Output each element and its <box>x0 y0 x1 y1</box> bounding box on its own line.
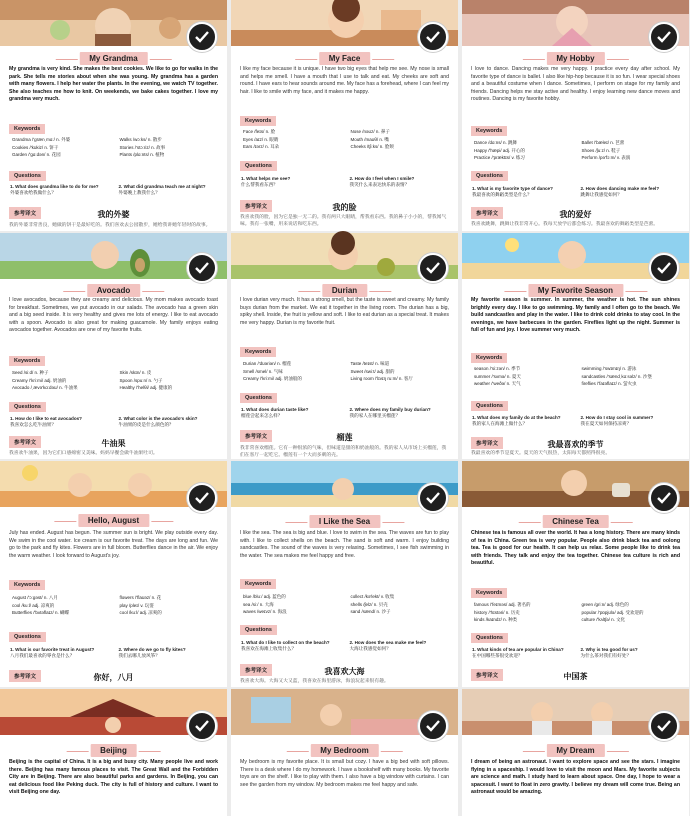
card-title: Beijing <box>90 744 137 757</box>
questions-tag: Questions <box>240 393 277 403</box>
keyword-item: waves /weɪvz/ n. 海浪 <box>243 609 287 614</box>
check-icon[interactable] <box>187 22 217 52</box>
question-item: 2. Where does my family buy durian? 我的家人在哪里买榴莲？ <box>349 407 431 419</box>
keyword-item: Face /feɪs/ n. 脸 <box>243 129 276 134</box>
keyword-item: Ears /ɪərz/ n. 耳朵 <box>243 144 280 149</box>
story-text: Beijing is the capital of China. It is a big and busy city. Many people live and work there. Beijing has many famous places to visit. The Great Wall and the Forbidden City are in Beijing. There are also beautiful parks and gardens. In Beijing, you can eat delicious food like Peking duck. The city is full of history and culture. I want to visit Beijing one day. <box>9 759 218 796</box>
keyword-item: popular /'pɒpjʊlə/ adj. 受欢迎的 <box>581 609 644 615</box>
keywords-list <box>12 370 221 392</box>
keywords-tag: Keywords <box>240 347 276 357</box>
keyword-item: cool /kuːl/ adj. 凉爽的 <box>12 602 55 608</box>
reference-tag: 参考译文 <box>9 207 41 219</box>
keyword-item: season /'siːzən/ n. 季节 <box>474 366 521 371</box>
chinese-text-cut: 我的外婆非常善良，她做的饼干是最好吃的。我们喜欢去公园散步，她给我讲她年轻时的故事。 <box>9 223 211 228</box>
card-my-hobby[interactable] <box>462 0 689 231</box>
keyword-item: collect /kə'lekt/ v. 收集 <box>350 594 395 599</box>
keyword-item: green /griːn/ adj. 绿色的 <box>581 602 629 607</box>
keyword-item: Practice /'præktɪs/ v. 练习 <box>474 155 525 160</box>
keyword-item: Dance /dɑːns/ n. 跳舞 <box>474 140 518 145</box>
check-icon[interactable] <box>187 253 217 283</box>
keyword-item: flowers /'flaʊəz/ n. 花 <box>119 595 162 600</box>
card-my-face[interactable] <box>231 0 458 231</box>
keyword-item: Walks /wɔːks/ n. 散步 <box>119 137 162 142</box>
card-title: My Favorite Season <box>528 284 623 297</box>
keyword-item: Eyes /aɪz/ n. 眼睛 <box>243 136 279 142</box>
keyword-item: blue /bluː/ adj. 蓝色的 <box>243 594 286 599</box>
card-title: My Hobby <box>546 52 604 65</box>
check-icon[interactable] <box>649 711 679 741</box>
card-title: My Face <box>319 52 371 65</box>
card-durian[interactable] <box>231 233 458 459</box>
card-my-bedroom[interactable] <box>231 689 458 816</box>
keyword-item: swimming /'swɪmɪŋ/ n. 游泳 <box>581 366 637 371</box>
question-item: 1. What does grandma like to do for me? 外婆喜欢给我做什么？ <box>10 184 99 196</box>
chinese-title: 我的外婆 <box>97 210 130 219</box>
story-text: I like my face because it is unique. I have two big eyes that help me see. My nose is small and helps me smell. I have a mouth that I use to talk and eat. My cheeks are soft and round. I have ears to hear sounds around me. My face has a forehead, where I can feel my hair. I like to smile with my face, and it makes me happy. <box>240 66 449 95</box>
questions-tag: Questions <box>9 632 46 642</box>
chinese-title: 你好，八月 <box>93 673 134 682</box>
story-text: My bedroom is my favorite place. It is small but cozy. I have a big bed with soft pillows. There is a desk where I do my homework. I have a bookshelf with many books. My favorite toys are on the shelf. I like to play with them. I also have a big window with curtains. I can see the garden from my window. My bedroom makes me feel happy and safe. <box>240 759 449 788</box>
chinese-title: 我喜欢大海 <box>324 667 365 676</box>
keyword-item: Smell /smel/ n. 气味 <box>243 368 283 374</box>
chinese-title: 我的爱好 <box>559 210 592 219</box>
keywords-tag: Keywords <box>9 356 45 366</box>
keywords-tag: Keywords <box>9 124 45 134</box>
keyword-item: Stories /'stɔːriz/ n. 故事 <box>119 144 166 150</box>
check-icon[interactable] <box>649 483 679 513</box>
story-text: My grandma is very kind. She makes the best cookies. We like to go for walks in the park. She tells me stories about when she was young. My grandma has a garden with many flowers. I help her water the plants. In the evening, we watch TV together. She also teaches me how to knit. On weekends, we bake cakes together. I love my grandma very much. <box>9 66 218 103</box>
chinese-text-cut: 我喜欢大海。大海又大又蓝，我喜欢在海里游泳，海浪玩起来很有趣。 <box>240 679 389 684</box>
question-item: 1. What is our favorite treat in August? 八月我们最喜欢的零食是什么？ <box>10 647 95 659</box>
questions-tag: Questions <box>471 171 508 181</box>
chinese-title: 牛油果 <box>101 439 126 448</box>
keyword-item: Cheeks /tʃiːks/ n. 脸颊 <box>350 144 394 149</box>
reference-tag: 参考译文 <box>240 664 272 676</box>
keyword-item: Living room /'lɪvɪŋ ruːm/ n. 客厅 <box>350 376 413 381</box>
card-my-grandma[interactable] <box>0 0 227 231</box>
question-item: 2. What color is the avocado's skin? 牛油果的皮是什么颜色的？ <box>118 416 198 428</box>
reference-tag: 参考译文 <box>471 437 503 449</box>
keyword-item: Mouth /maʊθ/ n. 嘴 <box>350 136 389 142</box>
questions-list <box>472 647 683 660</box>
keyword-item: Avocado /ˌævə'kɑːdəʊ/ n. 牛油果 <box>12 385 78 390</box>
questions-tag: Questions <box>240 625 277 635</box>
card-favorite-season[interactable] <box>462 233 689 459</box>
questions-tag: Questions <box>9 171 46 181</box>
card-title: Avocado <box>87 284 141 297</box>
keyword-item: August /'ɔːgəst/ n. 八月 <box>12 595 58 600</box>
check-icon[interactable] <box>418 22 448 52</box>
keywords-list <box>243 361 452 383</box>
story-text: I like the sea. The sea is big and blue. I love to swim in the sea. The waves are fun to play with. I like to collect shells on the beach. The sand is soft and warm. I enjoy building sandcastles. The sound of the waves is very relaxing. Sometimes, I see fish swimming in the water. The sea makes me feel happy and free. <box>240 530 449 559</box>
chinese-title: 我的脸 <box>332 203 357 212</box>
chinese-text-cut: 我最喜欢的季节是夏天。夏天的天气很热，太阳每天都照得很亮。 <box>471 451 611 456</box>
chinese-title: 中国茶 <box>563 672 588 681</box>
keyword-item: famous /'feɪməs/ adj. 著名的 <box>474 602 531 607</box>
questions-list <box>10 647 221 660</box>
card-title: My Grandma <box>79 52 147 65</box>
questions-tag: Questions <box>240 161 277 171</box>
questions-tag: Questions <box>471 401 508 411</box>
card-avocado[interactable] <box>0 233 227 459</box>
keywords-list <box>243 129 452 151</box>
check-icon[interactable] <box>649 22 679 52</box>
question-item: 1. What does durian taste like? 榴莲尝起来怎么样？ <box>241 407 309 419</box>
questions-list <box>241 640 452 653</box>
keyword-item: summer /'sʌmə/ n. 夏天 <box>474 373 521 379</box>
story-text: I dream of being an astronaut. I want to explore space and see the stars. I imagine flying in a spaceship. I would love to visit the moon and Mars. My favorite subjects are science and math. I study hard to learn about space. One day, I hope to wear a spacesuit. I want to float in zero gravity. I believe my dream will come true. Being an astronaut would be amazing. <box>471 759 680 796</box>
questions-list <box>472 186 683 199</box>
question-item: 2. Why is tea good for us? 为什么茶对我们有好处？ <box>580 647 638 659</box>
keyword-item: Spoon /spuːn/ n. 勺子 <box>119 377 163 383</box>
card-title: I Like the Sea <box>309 515 380 528</box>
keywords-tag: Keywords <box>471 126 507 136</box>
story-text: I love to dance. Dancing makes me very happy. I practice every day after school. My favorite type of dance is ballet. I also like hip-hop because it is so fun. I wear special shoes and a beautiful costume when I dance. Sometimes, I perform on stage for my family and friends. Dancing helps me stay active and healthy. I enjoy learning new dance moves and routines. Dancing is my favorite hobby. <box>471 66 680 103</box>
check-icon[interactable] <box>418 253 448 283</box>
keywords-tag: Keywords <box>471 353 507 363</box>
keyword-item: play /pleɪ/ v. 玩耍 <box>119 602 154 608</box>
keyword-item: Ballet /'bæleɪ/ n. 芭蕾 <box>581 140 625 145</box>
keyword-item: Healthy /'helθi/ adj. 健康的 <box>119 385 173 390</box>
chinese-title: 我最喜欢的季节 <box>547 440 604 449</box>
keywords-list <box>243 594 452 616</box>
keywords-list <box>474 366 683 388</box>
card-my-dream[interactable] <box>462 689 689 816</box>
chinese-title: 榴莲 <box>336 433 353 442</box>
keyword-item: Durian /'dʊəriən/ n. 榴莲 <box>243 361 292 366</box>
check-icon[interactable] <box>649 253 679 283</box>
reference-tag: 参考译文 <box>9 670 41 682</box>
reference-tag: 参考译文 <box>240 430 272 442</box>
keyword-item: Perform /pə'fɔːm/ v. 表演 <box>581 155 631 160</box>
question-item: 1. What does my family do at the beach? 我的家人在海滩上做什么？ <box>472 415 561 427</box>
chinese-text-cut: 我喜欢跳舞，跳舞让我非常开心。我每天放学后都会练习。我最喜欢的舞蹈类型是芭蕾。 <box>471 222 659 227</box>
keywords-tag: Keywords <box>240 116 276 126</box>
keyword-item: Creamy /'kriːmi/ adj. 奶油般的 <box>243 376 302 381</box>
question-item: 2. How does dancing make me feel? 跳舞让我感觉如何？ <box>580 186 660 198</box>
keyword-item: Seed /siːd/ n. 种子 <box>12 370 49 375</box>
keyword-item: culture /'kʌltʃə/ n. 文化 <box>581 617 626 622</box>
keyword-item: shells /ʃelz/ n. 贝壳 <box>350 601 388 607</box>
card-hello-august[interactable] <box>0 461 227 687</box>
card-chinese-tea[interactable] <box>462 461 689 687</box>
keyword-item: history /'hɪstəri/ n. 历史 <box>474 609 520 615</box>
story-text: I love durian very much. It has a strong smell, but the taste is sweet and creamy. My family buys durian from the market. We eat it together in the living room. The durian has a big, spiky shell. Inside, the fruit is yellow and soft. I like to eat durian as a special treat. It makes me very happy. Durian is my favorite fruit. <box>240 297 449 326</box>
question-item: 2. How does the sea make me feel? 大海让我感觉如何？ <box>349 640 427 652</box>
questions-list <box>241 176 452 189</box>
card-i-like-the-sea[interactable] <box>231 461 458 687</box>
keyword-item: sea /siː/ n. 大海 <box>243 601 274 607</box>
question-item: 1. What is my favorite type of dance? 我最喜欢的舞蹈类型是什么？ <box>472 186 553 198</box>
card-title: Hello, August <box>78 514 149 527</box>
keyword-item: Creamy /'kriːmi/ adj. 奶油的 <box>12 377 67 383</box>
keywords-list <box>12 595 221 617</box>
card-title: Durian <box>322 284 367 297</box>
question-item: 2. How do I feel when I smile? 我笑什么来表达快乐的表情？ <box>349 176 415 188</box>
keywords-list <box>12 137 221 159</box>
keyword-item: sandcastles /'sændˌkɑːsəlz/ n. 沙堡 <box>581 373 652 379</box>
keyword-item: Happy /'hæpi/ adj. 开心的 <box>474 147 525 153</box>
question-item: 1. How do I like to eat avocados? 我喜欢怎么吃牛油果？ <box>10 416 82 428</box>
questions-tag: Questions <box>471 633 508 643</box>
story-text: I love avocados, because they are creamy and delicious. My mom makes avocado toast for breakfast. Sometimes, we put avocado in our salads. The avocado has a green skin and a big seed inside. It is very healthy and gives me lots of energy. I like to eat avocado with a spoon. Avocado is also great for making guacamole. My family enjoys eating avocados together. Avocados are one of my favorite fruits. <box>9 297 218 334</box>
questions-list <box>10 416 221 429</box>
question-item: 1. What do I like to collect on the beach? 我喜欢在海滩上收集什么？ <box>241 640 330 652</box>
keywords-tag: Keywords <box>9 580 45 590</box>
keywords-list <box>474 602 683 624</box>
questions-list <box>472 415 683 428</box>
check-icon[interactable] <box>418 711 448 741</box>
chinese-text-cut: 我喜欢我的脸，因为它是独一无二的。我有两只大眼睛，帮我看东西。我的鼻子小小的，帮我闻气味。我有一张嘴，用来说话和吃东西。 <box>240 215 447 227</box>
keyword-item: kinds /kaɪndz/ n. 种类 <box>474 617 518 622</box>
questions-tag: Questions <box>9 402 46 412</box>
questions-list <box>10 184 221 197</box>
card-title: Chinese Tea <box>542 515 609 528</box>
reference-tag: 参考译文 <box>240 200 272 212</box>
keyword-item: Grandma /'grænˌmɑː/ n. 外婆 <box>12 137 71 142</box>
keyword-item: Butterflies /'bʌtəflaɪz/ n. 蝴蝶 <box>12 610 69 615</box>
reference-tag: 参考译文 <box>9 436 41 448</box>
chinese-text-cut: 我非常喜欢榴莲。它有一种很浓的气味，但味道是甜的和奶油般的。我的家人从市场上买榴莲，我们在客厅一起吃它。榴莲有一个大而多刺的壳。 <box>240 446 447 458</box>
questions-list <box>241 407 452 420</box>
keyword-item: Plants /plɑːnts/ n. 植物 <box>119 152 165 157</box>
check-icon[interactable] <box>187 483 217 513</box>
story-text: My favorite season is summer. In summer, the weather is hot. The sun shines brightly every day. I like to go swimming. My family and I often go to the beach. We build sandcastles and play in the water. I like to drink cold drinks to stay cool. In the evenings, we have barbecues in the garden. Fireflies light up the night. Summer is full of fun and joy. I love summer very much. <box>471 297 680 334</box>
question-item: 1. What kinds of tea are popular in China? 在中国哪些茶很受欢迎？ <box>472 647 564 659</box>
keywords-tag: Keywords <box>471 588 507 598</box>
story-text: July has ended. August has begun. The summer sun is bright. We play outside every day. We swim in the cool water. Ice cream is our favorite treat. The days are long and fun. We go to the park and fly kites. Flowers are in full bloom. Butterflies dance in the air. We enjoy the warm weather. I look forward to August's joy. <box>9 530 218 559</box>
reference-tag: 参考译文 <box>471 207 503 219</box>
question-item: 2. What did grandma teach me at night? 外婆晚上教我什么？ <box>118 184 206 196</box>
chinese-text-cut: 我喜欢牛油果，因为它们口感绵密又美味。妈妈早餐会做牛油果吐司。 <box>9 451 158 456</box>
question-item: 2. Where do we go to fly kites? 我们去哪儿放风筝？ <box>118 647 186 659</box>
reference-tag: 参考译文 <box>471 669 503 681</box>
keyword-item: Nose /nəʊz/ n. 鼻子 <box>350 129 390 134</box>
keyword-item: cool /kuːl/ adj. 凉爽的 <box>119 610 162 615</box>
story-text: Chinese tea is famous all over the world. It has a long history. There are many kinds of tea in China. Green tea is very popular. People also drink black tea and oolong tea. Tea is good for our health. It can help us relax. Some people like to drink tea with friends. They talk and enjoy the tea together. Chinese tea culture is rich and beautiful. <box>471 530 680 567</box>
question-item: 2. How do I stay cool in summer? 我在夏天如何保持凉爽？ <box>580 415 654 427</box>
card-title: My Bedroom <box>310 744 378 757</box>
keyword-item: weather /'weðə/ n. 天气 <box>474 381 521 386</box>
check-icon[interactable] <box>187 711 217 741</box>
keywords-list <box>474 140 683 162</box>
keyword-item: Shoes /ʃuːz/ n. 鞋子 <box>581 147 621 153</box>
keyword-item: Sweet /swiːt/ adj. 甜的 <box>350 368 395 374</box>
keywords-tag: Keywords <box>240 579 276 589</box>
keyword-item: Taste /teɪst/ n. 味道 <box>350 361 390 366</box>
keyword-item: Garden /'gɑːdən/ n. 花园 <box>12 152 61 157</box>
card-beijing[interactable] <box>0 689 227 816</box>
keyword-item: Skin /skɪn/ n. 皮 <box>119 370 152 375</box>
question-item: 1. What helps me see? 什么帮我看东西？ <box>241 176 291 188</box>
check-icon[interactable] <box>418 483 448 513</box>
keyword-item: fireflies /'faɪəflaɪz/ n. 萤火虫 <box>581 381 637 386</box>
keyword-item: Cookies /'kʊkiz/ n. 饼干 <box>12 144 59 150</box>
card-title: My Dream <box>546 744 604 757</box>
keyword-item: sand /sænd/ n. 沙子 <box>350 609 391 614</box>
